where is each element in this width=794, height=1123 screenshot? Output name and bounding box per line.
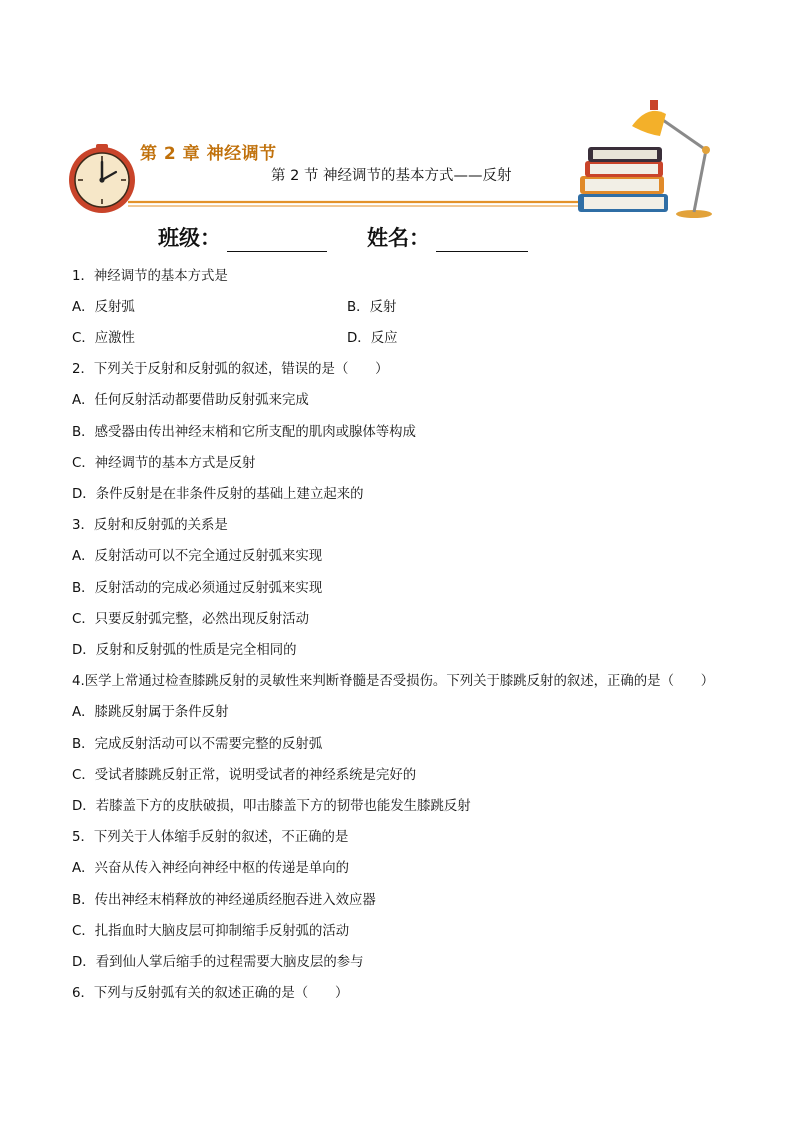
question-stem: 2．下列关于反射和反射弧的叙述，错误的是（ ） bbox=[72, 362, 389, 377]
section-title: 第 2 节 神经调节的基本方式——反射 bbox=[271, 168, 512, 184]
name-blank[interactable] bbox=[436, 229, 528, 252]
option-c: C．扎指血时大脑皮层可抑制缩手反射弧的活动 bbox=[72, 924, 350, 939]
option-b: B．感受器由传出神经末梢和它所支配的肌肉或腺体等构成 bbox=[72, 425, 416, 440]
question-stem: 3．反射和反射弧的关系是 bbox=[72, 518, 228, 533]
class-label: 班级： bbox=[158, 226, 221, 250]
option-b: B．完成反射活动可以不需要完整的反射弧 bbox=[72, 737, 323, 752]
question-stem: 5．下列关于人体缩手反射的叙述，不正确的是 bbox=[72, 830, 349, 845]
option-c: C．神经调节的基本方式是反射 bbox=[72, 456, 256, 471]
clock-icon bbox=[69, 144, 135, 213]
question-stem: 1．神经调节的基本方式是 bbox=[72, 269, 228, 284]
option-a: A．膝跳反射属于条件反射 bbox=[72, 705, 229, 720]
chapter-title: 第 2 章 神经调节 bbox=[140, 144, 277, 164]
option-d: D．反射和反射弧的性质是完全相同的 bbox=[72, 643, 297, 658]
option-a: A．兴奋从传入神经向神经中枢的传递是单向的 bbox=[72, 861, 349, 876]
student-info-line bbox=[158, 222, 528, 252]
option-d: D．看到仙人掌后缩手的过程需要大脑皮层的参与 bbox=[72, 955, 364, 970]
question-stem: 4.医学上常通过检查膝跳反射的灵敏性来判断脊髓是否受损伤。下列关于膝跳反射的叙述，正确的是（ ） bbox=[72, 674, 715, 689]
option-c: C．应激性 bbox=[72, 331, 135, 346]
option-d: D．条件反射是在非条件反射的基础上建立起来的 bbox=[72, 487, 364, 502]
books-icon bbox=[578, 147, 668, 212]
option-a: A．反射弧 bbox=[72, 300, 135, 315]
name-label: 姓名： bbox=[367, 226, 430, 250]
option-b: B．反射 bbox=[347, 300, 397, 315]
option-c: C．受试者膝跳反射正常，说明受试者的神经系统是完好的 bbox=[72, 768, 417, 783]
option-d: D．若膝盖下方的皮肤破损，叩击膝盖下方的韧带也能发生膝跳反射 bbox=[72, 799, 471, 814]
option-d: D．反应 bbox=[347, 331, 398, 346]
option-b: B．反射活动的完成必须通过反射弧来实现 bbox=[72, 581, 323, 596]
option-a: A．任何反射活动都要借助反射弧来完成 bbox=[72, 393, 309, 408]
option-a: A．反射活动可以不完全通过反射弧来实现 bbox=[72, 549, 323, 564]
question-stem: 6．下列与反射弧有关的叙述正确的是（ ） bbox=[72, 986, 349, 1001]
option-c: C．只要反射弧完整，必然出现反射活动 bbox=[72, 612, 309, 627]
option-b: B．传出神经末梢释放的神经递质经胞吞进入效应器 bbox=[72, 893, 376, 908]
class-blank[interactable] bbox=[227, 229, 327, 252]
